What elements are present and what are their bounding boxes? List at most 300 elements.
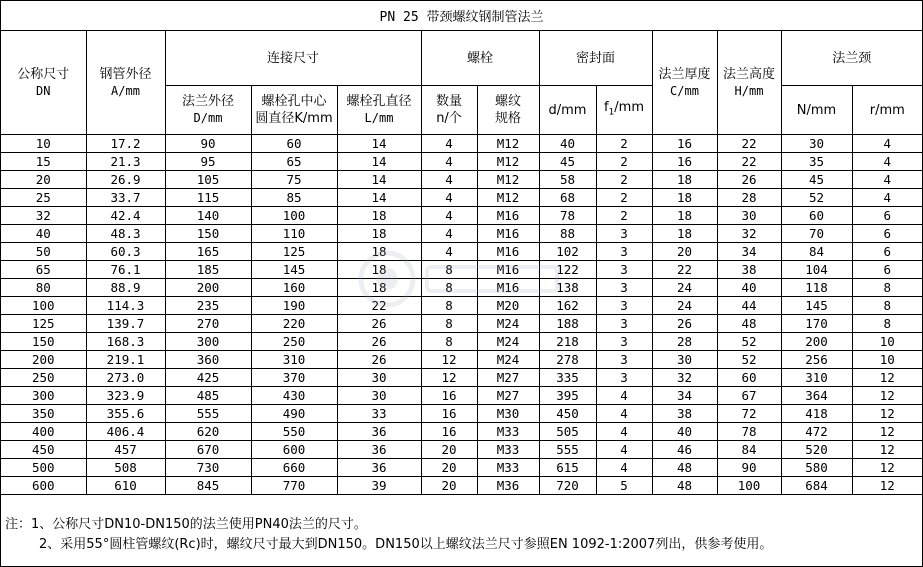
table-cell: 8 bbox=[852, 315, 922, 333]
table-cell: 335 bbox=[539, 369, 596, 387]
table-cell: 14 bbox=[337, 189, 421, 207]
table-cell: M16 bbox=[477, 261, 539, 279]
table-cell: 25 bbox=[1, 189, 86, 207]
table-cell: 105 bbox=[165, 171, 251, 189]
table-row bbox=[1, 153, 922, 171]
note-2: 2、采用55°圆柱管螺纹(Rc)时，螺纹尺寸最大到DN150。DN150以上螺纹法兰尺寸参照EN 1092-1:2007列出，供参考使用。 bbox=[39, 537, 773, 552]
table-cell: 360 bbox=[165, 351, 251, 369]
table-cell: 508 bbox=[86, 459, 165, 477]
table-cell: 85 bbox=[251, 189, 337, 207]
table-cell: 4 bbox=[421, 207, 477, 225]
table-cell: 3 bbox=[596, 315, 652, 333]
table-cell: 20 bbox=[421, 459, 477, 477]
table-cell: 6 bbox=[852, 261, 922, 279]
table-cell: 26 bbox=[717, 171, 781, 189]
table-cell: M33 bbox=[477, 459, 539, 477]
table-cell: 125 bbox=[1, 315, 86, 333]
table-cell: 40 bbox=[652, 423, 717, 441]
header-seal-face: 密封面 bbox=[539, 31, 652, 86]
table-row bbox=[1, 135, 922, 153]
table-cell: 430 bbox=[251, 387, 337, 405]
table-cell: 30 bbox=[337, 369, 421, 387]
table-cell: 235 bbox=[165, 297, 251, 315]
table-cell: 5 bbox=[596, 477, 652, 495]
table-cell: 22 bbox=[717, 153, 781, 171]
table-cell: 26 bbox=[652, 315, 717, 333]
table-cell: 30 bbox=[781, 135, 852, 153]
table-cell: 78 bbox=[717, 423, 781, 441]
table-cell: 39 bbox=[337, 477, 421, 495]
table-cell: 60.3 bbox=[86, 243, 165, 261]
table-cell: 300 bbox=[1, 387, 86, 405]
table-cell: 770 bbox=[251, 477, 337, 495]
table-cell: 684 bbox=[781, 477, 852, 495]
table-cell: 22 bbox=[717, 135, 781, 153]
table-cell: 200 bbox=[1, 351, 86, 369]
table-cell: 60 bbox=[251, 135, 337, 153]
table-cell: 34 bbox=[717, 243, 781, 261]
table-cell: 3 bbox=[596, 351, 652, 369]
table-cell: 84 bbox=[781, 243, 852, 261]
table-row bbox=[1, 315, 922, 333]
table-cell: 122 bbox=[539, 261, 596, 279]
table-cell: 8 bbox=[421, 261, 477, 279]
table-cell: 555 bbox=[165, 405, 251, 423]
table-cell: 115 bbox=[165, 189, 251, 207]
table-cell: 88 bbox=[539, 225, 596, 243]
table-row bbox=[1, 261, 922, 279]
table-cell: 12 bbox=[852, 459, 922, 477]
table-cell: 6 bbox=[852, 207, 922, 225]
table-cell: 323.9 bbox=[86, 387, 165, 405]
table-cell: 273.0 bbox=[86, 369, 165, 387]
table-cell: 75 bbox=[251, 171, 337, 189]
table-cell: 125 bbox=[251, 243, 337, 261]
table-cell: 12 bbox=[421, 351, 477, 369]
table-cell: 4 bbox=[421, 243, 477, 261]
table-cell: M16 bbox=[477, 243, 539, 261]
table-cell: 6 bbox=[852, 243, 922, 261]
table-cell: 72 bbox=[717, 405, 781, 423]
table-cell: 28 bbox=[717, 189, 781, 207]
table-row bbox=[1, 279, 922, 297]
table-cell: 370 bbox=[251, 369, 337, 387]
table-cell: 350 bbox=[1, 405, 86, 423]
table-cell: 18 bbox=[337, 225, 421, 243]
table-cell: 270 bbox=[165, 315, 251, 333]
header-connection: 连接尺寸 bbox=[165, 31, 421, 86]
table-cell: 104 bbox=[781, 261, 852, 279]
table-cell: 18 bbox=[652, 171, 717, 189]
header-neck-r: r/mm bbox=[852, 86, 922, 135]
table-cell: 3 bbox=[596, 225, 652, 243]
table-cell: M24 bbox=[477, 315, 539, 333]
table-cell: 60 bbox=[781, 207, 852, 225]
table-cell: 188 bbox=[539, 315, 596, 333]
table-cell: 8 bbox=[421, 279, 477, 297]
table-cell: 4 bbox=[421, 225, 477, 243]
table-cell: 730 bbox=[165, 459, 251, 477]
table-cell: 38 bbox=[652, 405, 717, 423]
table-cell: 2 bbox=[596, 189, 652, 207]
table-cell: 52 bbox=[717, 351, 781, 369]
header-flange-neck: 法兰颈 bbox=[781, 31, 922, 86]
table-cell: 450 bbox=[539, 405, 596, 423]
table-cell: 18 bbox=[652, 225, 717, 243]
table-cell: 600 bbox=[251, 441, 337, 459]
table-cell: 2 bbox=[596, 171, 652, 189]
header-bolt-hole: 螺栓孔直径 L/mm bbox=[337, 86, 421, 135]
table-cell: 3 bbox=[596, 297, 652, 315]
table-cell: 40 bbox=[717, 279, 781, 297]
table-cell: 10 bbox=[1, 135, 86, 153]
table-cell: 185 bbox=[165, 261, 251, 279]
header-flange-height: 法兰高度 H/mm bbox=[717, 31, 781, 135]
header-neck-n: N/mm bbox=[781, 86, 852, 135]
table-cell: 8 bbox=[852, 297, 922, 315]
table-cell: 10 bbox=[852, 333, 922, 351]
table-cell: 12 bbox=[852, 369, 922, 387]
table-cell: 490 bbox=[251, 405, 337, 423]
table-cell: 4 bbox=[596, 423, 652, 441]
table-cell: 100 bbox=[1, 297, 86, 315]
table-cell: 44 bbox=[717, 297, 781, 315]
table-cell: 160 bbox=[251, 279, 337, 297]
table-cell: 485 bbox=[165, 387, 251, 405]
table-cell: 70 bbox=[781, 225, 852, 243]
table-cell: 472 bbox=[781, 423, 852, 441]
header-flange-od: 法兰外径 D/mm bbox=[165, 86, 251, 135]
table-cell: 620 bbox=[165, 423, 251, 441]
table-cell: M12 bbox=[477, 135, 539, 153]
header-seal-f1: $f_1/mm$ bbox=[596, 86, 652, 135]
table-cell: 24 bbox=[652, 279, 717, 297]
table-row bbox=[1, 207, 922, 225]
table-cell: 150 bbox=[1, 333, 86, 351]
table-cell: 18 bbox=[652, 189, 717, 207]
table-cell: 67 bbox=[717, 387, 781, 405]
table-cell: 162 bbox=[539, 297, 596, 315]
table-cell: 30 bbox=[717, 207, 781, 225]
table-cell: 18 bbox=[337, 279, 421, 297]
table-cell: 4 bbox=[421, 189, 477, 207]
table-cell: 4 bbox=[852, 171, 922, 189]
table-cell: 4 bbox=[421, 135, 477, 153]
table-cell: 140 bbox=[165, 207, 251, 225]
table-cell: 12 bbox=[852, 387, 922, 405]
table-cell: 36 bbox=[337, 423, 421, 441]
header-pipe-od: 钢管外径 A/mm bbox=[86, 31, 165, 135]
table-row bbox=[1, 405, 922, 423]
table-cell: 6 bbox=[852, 225, 922, 243]
table-cell: M36 bbox=[477, 477, 539, 495]
table-cell: 12 bbox=[852, 477, 922, 495]
table-cell: M20 bbox=[477, 297, 539, 315]
table-cell: 10 bbox=[852, 351, 922, 369]
table-cell: M24 bbox=[477, 333, 539, 351]
table-cell: 278 bbox=[539, 351, 596, 369]
table-cell: 30 bbox=[337, 387, 421, 405]
table-cell: 36 bbox=[337, 441, 421, 459]
table-cell: M27 bbox=[477, 369, 539, 387]
table-row bbox=[1, 171, 922, 189]
table-cell: 364 bbox=[781, 387, 852, 405]
table-cell: 4 bbox=[421, 171, 477, 189]
table-cell: 8 bbox=[421, 315, 477, 333]
table-cell: 22 bbox=[652, 261, 717, 279]
table-cell: 50 bbox=[1, 243, 86, 261]
table-row bbox=[1, 423, 922, 441]
table-cell: 500 bbox=[1, 459, 86, 477]
table-cell: 30 bbox=[652, 351, 717, 369]
table-cell: 145 bbox=[251, 261, 337, 279]
flange-table bbox=[1, 1, 922, 495]
table-cell: 18 bbox=[337, 261, 421, 279]
table-cell: M12 bbox=[477, 171, 539, 189]
table-cell: 26 bbox=[337, 333, 421, 351]
table-cell: 300 bbox=[165, 333, 251, 351]
table-row bbox=[1, 387, 922, 405]
table-cell: 660 bbox=[251, 459, 337, 477]
table-cell: 48 bbox=[652, 477, 717, 495]
table-cell: 114.3 bbox=[86, 297, 165, 315]
table-cell: 3 bbox=[596, 369, 652, 387]
table-cell: M16 bbox=[477, 225, 539, 243]
table-cell: 168.3 bbox=[86, 333, 165, 351]
table-cell: 550 bbox=[251, 423, 337, 441]
table-cell: 250 bbox=[1, 369, 86, 387]
header-bolt: 螺栓 bbox=[421, 31, 539, 86]
table-row bbox=[1, 243, 922, 261]
table-cell: 95 bbox=[165, 153, 251, 171]
table-cell: 32 bbox=[717, 225, 781, 243]
table-cell: 102 bbox=[539, 243, 596, 261]
table-cell: 2 bbox=[596, 135, 652, 153]
table-cell: 26.9 bbox=[86, 171, 165, 189]
table-cell: 32 bbox=[1, 207, 86, 225]
table-cell: 34 bbox=[652, 387, 717, 405]
header-bolt-circle: 螺栓孔中心 圆直径K/mm bbox=[251, 86, 337, 135]
table-cell: 14 bbox=[337, 153, 421, 171]
table-cell: 150 bbox=[165, 225, 251, 243]
table-cell: M33 bbox=[477, 423, 539, 441]
table-cell: 90 bbox=[717, 459, 781, 477]
table-cell: M33 bbox=[477, 441, 539, 459]
table-cell: 3 bbox=[596, 333, 652, 351]
table-cell: 100 bbox=[717, 477, 781, 495]
table-cell: 8 bbox=[421, 297, 477, 315]
table-cell: 4 bbox=[852, 153, 922, 171]
table-cell: M16 bbox=[477, 279, 539, 297]
table-cell: 3 bbox=[596, 279, 652, 297]
table-cell: 110 bbox=[251, 225, 337, 243]
table-cell: 118 bbox=[781, 279, 852, 297]
table-row bbox=[1, 351, 922, 369]
table-cell: 16 bbox=[421, 387, 477, 405]
table-cell: M30 bbox=[477, 405, 539, 423]
table-cell: 35 bbox=[781, 153, 852, 171]
table-cell: 190 bbox=[251, 297, 337, 315]
table-cell: 18 bbox=[337, 243, 421, 261]
table-cell: 33.7 bbox=[86, 189, 165, 207]
table-cell: 256 bbox=[781, 351, 852, 369]
table-cell: 16 bbox=[652, 153, 717, 171]
table-cell: 76.1 bbox=[86, 261, 165, 279]
table-cell: 20 bbox=[1, 171, 86, 189]
table-cell: 84 bbox=[717, 441, 781, 459]
table-cell: 26 bbox=[337, 315, 421, 333]
table-cell: 48.3 bbox=[86, 225, 165, 243]
table-cell: 505 bbox=[539, 423, 596, 441]
table-cell: 60 bbox=[717, 369, 781, 387]
table-cell: 845 bbox=[165, 477, 251, 495]
table-cell: 4 bbox=[596, 441, 652, 459]
table-cell: 310 bbox=[781, 369, 852, 387]
table-cell: 33 bbox=[337, 405, 421, 423]
table-cell: 38 bbox=[717, 261, 781, 279]
table-row bbox=[1, 225, 922, 243]
table-cell: 46 bbox=[652, 441, 717, 459]
table-cell: 425 bbox=[165, 369, 251, 387]
header-dn: 公称尺寸 DN bbox=[1, 31, 86, 135]
table-cell: 65 bbox=[251, 153, 337, 171]
table-cell: 14 bbox=[337, 171, 421, 189]
table-cell: 14 bbox=[337, 135, 421, 153]
table-row bbox=[1, 459, 922, 477]
table-cell: 4 bbox=[852, 135, 922, 153]
table-row bbox=[1, 369, 922, 387]
table-cell: 615 bbox=[539, 459, 596, 477]
table-cell: 250 bbox=[251, 333, 337, 351]
table-cell: 2 bbox=[596, 153, 652, 171]
table-cell: 52 bbox=[781, 189, 852, 207]
table-cell: 220 bbox=[251, 315, 337, 333]
table-cell: 20 bbox=[421, 477, 477, 495]
table-cell: 400 bbox=[1, 423, 86, 441]
table-cell: 200 bbox=[165, 279, 251, 297]
table-cell: 20 bbox=[652, 243, 717, 261]
table-cell: 12 bbox=[852, 441, 922, 459]
table-cell: 4 bbox=[596, 405, 652, 423]
table-cell: 52 bbox=[717, 333, 781, 351]
table-cell: 2 bbox=[596, 207, 652, 225]
table-row bbox=[1, 333, 922, 351]
table-cell: 40 bbox=[539, 135, 596, 153]
table-body bbox=[1, 135, 922, 495]
note-1: 注：1、公称尺寸DN10-DN150的法兰使用PN40法兰的尺寸。 bbox=[5, 517, 367, 532]
table-cell: 610 bbox=[86, 477, 165, 495]
table-cell: 218 bbox=[539, 333, 596, 351]
table-cell: M12 bbox=[477, 153, 539, 171]
table-cell: M16 bbox=[477, 207, 539, 225]
header-flange-thickness: 法兰厚度 C/mm bbox=[652, 31, 717, 135]
table-cell: 8 bbox=[421, 333, 477, 351]
table-cell: 138 bbox=[539, 279, 596, 297]
table-cell: 555 bbox=[539, 441, 596, 459]
table-cell: 48 bbox=[652, 459, 717, 477]
table-cell: 457 bbox=[86, 441, 165, 459]
table-cell: 12 bbox=[852, 423, 922, 441]
table-cell: 15 bbox=[1, 153, 86, 171]
table-cell: 4 bbox=[596, 387, 652, 405]
table-cell: 3 bbox=[596, 243, 652, 261]
table-cell: 12 bbox=[421, 369, 477, 387]
header-bolt-thread: 螺纹 规格 bbox=[477, 86, 539, 135]
table-cell: 219.1 bbox=[86, 351, 165, 369]
table-cell: 670 bbox=[165, 441, 251, 459]
table-cell: 165 bbox=[165, 243, 251, 261]
table-title: PN 25 带颈螺纹钢制管法兰 bbox=[1, 1, 922, 31]
table-cell: 418 bbox=[781, 405, 852, 423]
table-cell: 16 bbox=[421, 423, 477, 441]
table-row bbox=[1, 297, 922, 315]
table-row bbox=[1, 477, 922, 495]
table-cell: 65 bbox=[1, 261, 86, 279]
table-cell: 310 bbox=[251, 351, 337, 369]
table-cell: 720 bbox=[539, 477, 596, 495]
table-cell: 406.4 bbox=[86, 423, 165, 441]
table-cell: 16 bbox=[421, 405, 477, 423]
notes bbox=[5, 515, 919, 555]
table-cell: 20 bbox=[421, 441, 477, 459]
header-bolt-qty: 数量 n/个 bbox=[421, 86, 477, 135]
table-cell: 36 bbox=[337, 459, 421, 477]
table-cell: 16 bbox=[652, 135, 717, 153]
table-cell: 139.7 bbox=[86, 315, 165, 333]
table-cell: 40 bbox=[1, 225, 86, 243]
table-cell: 68 bbox=[539, 189, 596, 207]
table-cell: 4 bbox=[596, 459, 652, 477]
table-cell: 520 bbox=[781, 441, 852, 459]
table-cell: 28 bbox=[652, 333, 717, 351]
table-cell: 80 bbox=[1, 279, 86, 297]
table-cell: 450 bbox=[1, 441, 86, 459]
header-seal-d: d/mm bbox=[539, 86, 596, 135]
table-cell: 45 bbox=[539, 153, 596, 171]
table-cell: 24 bbox=[652, 297, 717, 315]
table-cell: 90 bbox=[165, 135, 251, 153]
table-cell: 22 bbox=[337, 297, 421, 315]
table-row bbox=[1, 441, 922, 459]
table-cell: 600 bbox=[1, 477, 86, 495]
table-cell: 18 bbox=[337, 207, 421, 225]
table-cell: 580 bbox=[781, 459, 852, 477]
table-cell: M12 bbox=[477, 189, 539, 207]
table-cell: 88.9 bbox=[86, 279, 165, 297]
table-cell: 12 bbox=[852, 405, 922, 423]
table-cell: 355.6 bbox=[86, 405, 165, 423]
table-cell: 48 bbox=[717, 315, 781, 333]
table-cell: 170 bbox=[781, 315, 852, 333]
table-cell: 395 bbox=[539, 387, 596, 405]
table-cell: M27 bbox=[477, 387, 539, 405]
table-cell: 32 bbox=[652, 369, 717, 387]
table-cell: 21.3 bbox=[86, 153, 165, 171]
table-cell: 200 bbox=[781, 333, 852, 351]
table-cell: 42.4 bbox=[86, 207, 165, 225]
table-cell: 3 bbox=[596, 261, 652, 279]
table-cell: 26 bbox=[337, 351, 421, 369]
table-row bbox=[1, 189, 922, 207]
table-cell: 4 bbox=[852, 189, 922, 207]
table-cell: 100 bbox=[251, 207, 337, 225]
table-cell: M24 bbox=[477, 351, 539, 369]
table-cell: 4 bbox=[421, 153, 477, 171]
table-cell: 17.2 bbox=[86, 135, 165, 153]
table-cell: 58 bbox=[539, 171, 596, 189]
table-cell: 8 bbox=[852, 279, 922, 297]
table-cell: 45 bbox=[781, 171, 852, 189]
